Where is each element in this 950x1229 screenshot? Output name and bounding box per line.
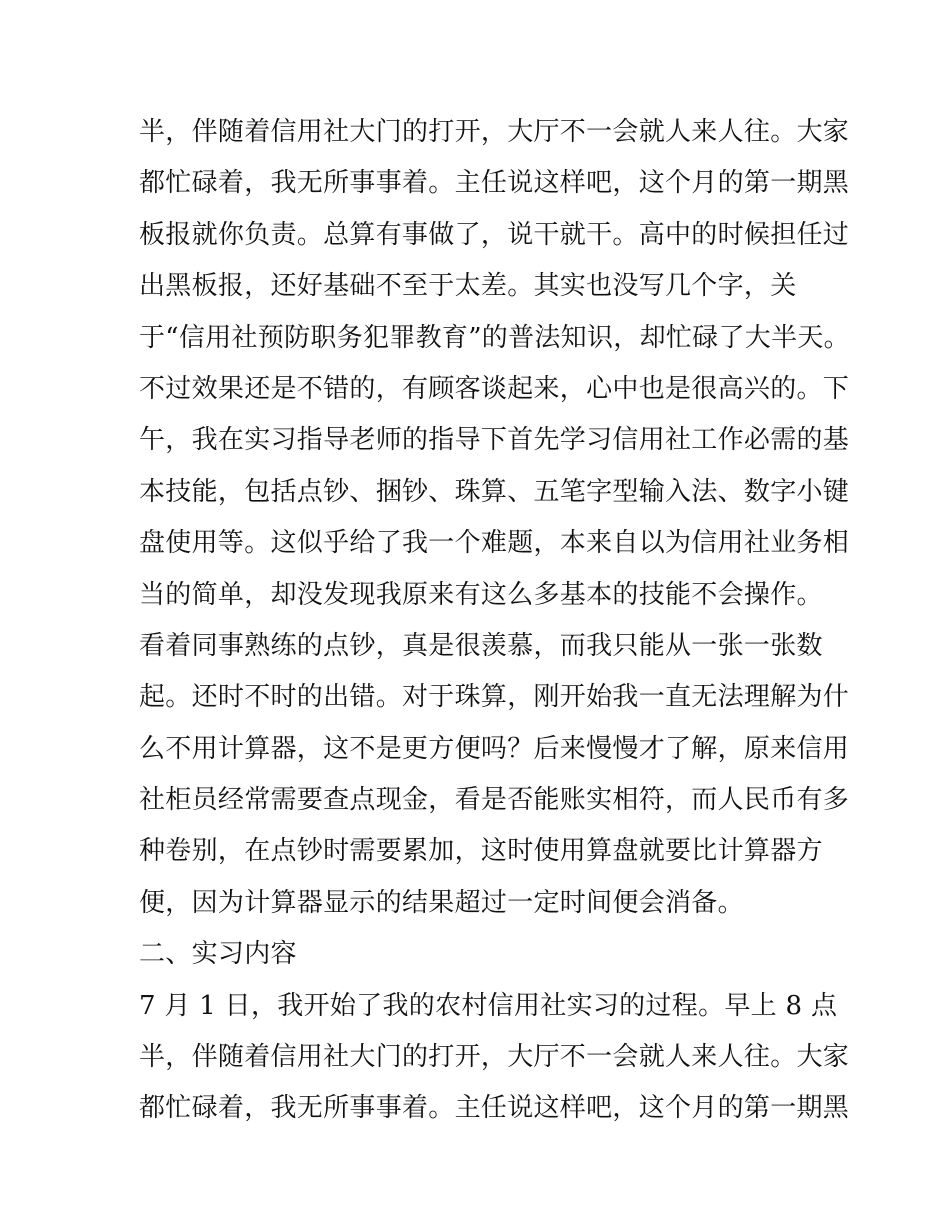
text-line: 出黑板报，还好基础不至于太差。其实也没写几个字，关: [139, 271, 797, 302]
text-line: 便，因为计算器显示的结果超过一定时间便会消备。: [139, 887, 744, 918]
text-line: 于“信用社预防职务犯罪教育”的普法知识，却忙碌了大半天。: [139, 322, 850, 353]
text-line: 盘使用等。这似乎给了我一个难题，本来自以为信用社业务相: [139, 528, 850, 559]
section-heading: 二、实习内容: [139, 939, 297, 970]
text-line: 种卷别，在点钞时需要累加，这时使用算盘就要比计算器方: [139, 836, 823, 867]
text-line: 7 月 1 日，我开始了我的农村信用社实习的过程。早上 8 点: [139, 990, 838, 1021]
text-line: 午，我在实习指导老师的指导下首先学习信用社工作必需的基: [139, 425, 850, 456]
text-line: 都忙碌着，我无所事事着。主任说这样吧，这个月的第一期黑: [139, 1093, 850, 1124]
text-line: 起。还时不时的出错。对于珠算，刚开始我一直无法理解为什: [139, 682, 850, 713]
document-body: [139, 107, 850, 1135]
text-line: 本技能，包括点钞、捆钞、珠算、五笔字型输入法、数字小键: [139, 476, 850, 507]
text-line: 半，伴随着信用社大门的打开，大厅不一会就人来人往。大家: [139, 1042, 850, 1073]
text-line: 当的简单，却没发现我原来有这么多基本的技能不会操作。: [139, 579, 823, 610]
text-line: 都忙碌着，我无所事事着。主任说这样吧，这个月的第一期黑: [139, 168, 850, 199]
text-line: 不过效果还是不错的，有顾客谈起来，心中也是很高兴的。下: [139, 373, 850, 404]
text-line: 看着同事熟练的点钞，真是很羡慕，而我只能从一张一张数: [139, 630, 823, 661]
text-line: 半，伴随着信用社大门的打开，大厅不一会就人来人往。大家: [139, 117, 850, 147]
text-line: 么不用计算器，这不是更方便吗？后来慢慢才了解，原来信用: [139, 733, 850, 764]
text-line: 社柜员经常需要查点现金，看是否能账实相符，而人民币有多: [139, 785, 850, 816]
text-line: 板报就你负责。总算有事做了，说干就干。高中的时候担任过: [139, 219, 850, 250]
